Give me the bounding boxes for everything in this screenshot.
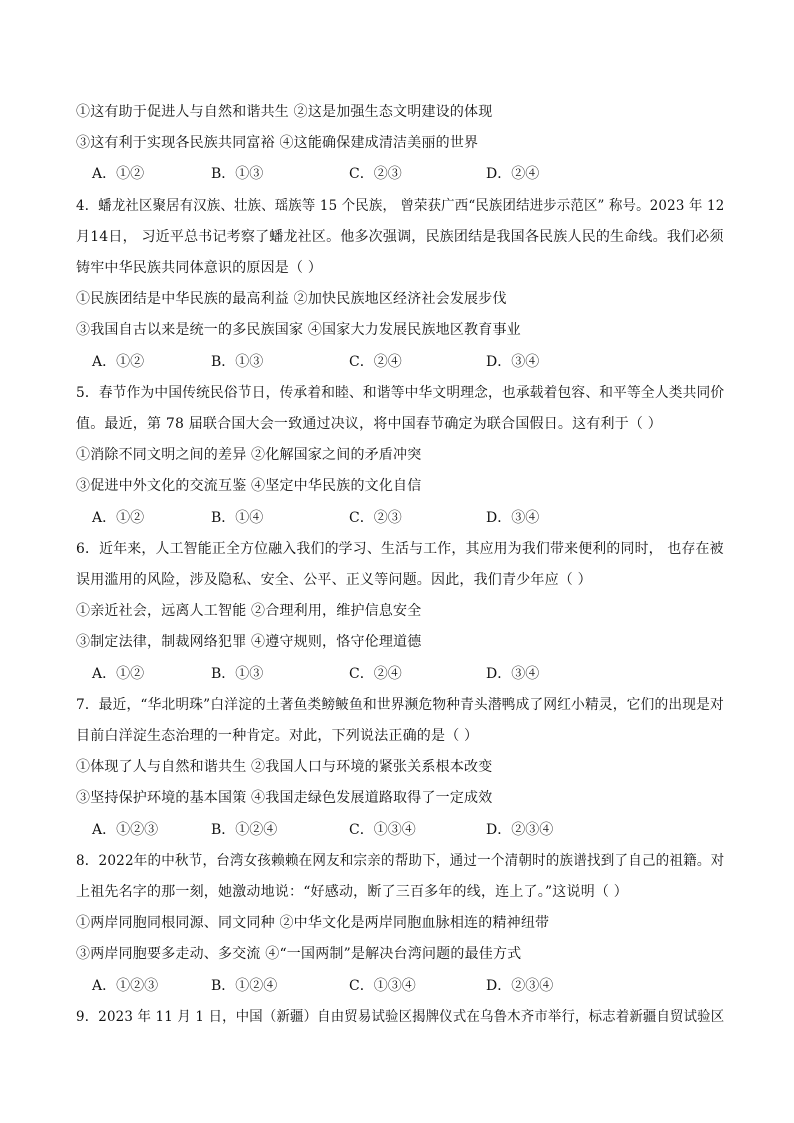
option-a: A．①②③	[92, 822, 159, 838]
question-text: 5．春节作为中国传统民俗节日，传承着和睦、和谐等中华文明理念，也承载着包容、和平等全人类共同价	[76, 385, 725, 401]
option-d: D．③④	[486, 354, 540, 370]
statement-line: ③两岸同胞要多走动、多交流 ④“一国两制”是解决台湾问题的最佳方式	[76, 946, 522, 962]
question-text: 8．2022年的中秋节，台湾女孩赖赖在网友和宗亲的帮助下，通过一个清朝时的族谱找到了自己的祖籍。对	[76, 853, 725, 869]
statement-line: ①民族团结是中华民族的最高利益 ②加快民族地区经济社会发展步伐	[76, 291, 507, 307]
option-c: C．②③	[349, 510, 402, 526]
question-text: 4．蟠龙社区聚居有汉族、壮族、瑶族等 15 个民族， 曾荣获广西“民族团结进步示范区” 称号。2023 年 12	[76, 198, 725, 214]
option-c: C．②④	[349, 666, 402, 682]
option-d: D．③④	[486, 666, 540, 682]
statement-line: ①体现了人与自然和谐共生 ②我国人口与环境的紧张关系根本改变	[76, 759, 493, 775]
option-d: D．②③④	[486, 978, 554, 994]
option-a: A．①②	[92, 666, 145, 682]
option-b: B．①③	[211, 354, 264, 370]
question-text: 上祖先名字的那一刻，她激动地说：“好感动，断了三百多年的线，连上了。”这说明（ ）	[76, 884, 628, 900]
option-b: B．①②④	[211, 822, 278, 838]
statement-line: ③坚持保护环境的基本国策 ④我国走绿色发展道路取得了一定成效	[76, 790, 493, 806]
statement-line: ①亲近社会，远离人工智能 ②合理利用，维护信息安全	[76, 603, 422, 619]
question-text: 目前白洋淀生态治理的一种肯定。对此，下列说法正确的是（ ）	[76, 728, 479, 744]
question-text: 铸牢中华民族共同体意识的原因是（ ）	[76, 260, 323, 276]
option-b: B．①④	[211, 510, 264, 526]
statement-line: ①两岸同胞同根同源、同文同种 ②中华文化是两岸同胞血脉相连的精神纽带	[76, 915, 550, 931]
statement-line: ③这有利于实现各民族共同富裕 ④这能确保建成清洁美丽的世界	[76, 135, 479, 151]
question-text: 月14日， 习近平总书记考察了蟠龙社区。他多次强调，民族团结是我国各民族人民的生命线。我们必须	[76, 229, 724, 245]
option-a: A．①②③	[92, 978, 159, 994]
statement-line: ①消除不同文明之间的差异 ②化解国家之间的矛盾冲突	[76, 447, 422, 463]
option-b: B．①③	[211, 166, 264, 182]
statement-line: ③我国自古以来是统一的多民族国家 ④国家大力发展民族地区教育事业	[76, 322, 521, 338]
statement-line: ③促进中外文化的交流互鉴 ④坚定中华民族的文化自信	[76, 478, 422, 494]
statement-line: ①这有助于促进人与自然和谐共生 ②这是加强生态文明建设的体现	[76, 104, 493, 120]
answer-options-q5	[0, 508, 794, 528]
question-text: 7．最近，“华北明珠”白洋淀的土著鱼类鳑鲏鱼和世界濒危物种青头潜鸭成了网红小精灵，它们的出现是对	[76, 697, 724, 713]
option-d: D．③④	[486, 510, 540, 526]
option-a: A．①②	[92, 510, 145, 526]
option-b: B．①②④	[211, 978, 278, 994]
answer-options-q8	[0, 976, 794, 996]
option-c: C．②③	[349, 166, 402, 182]
option-d: D．②④	[486, 166, 540, 182]
question-text: 6．近年来，人工智能正全方位融入我们的学习、生活与工作，其应用为我们带来便利的同时， 也存在被	[76, 541, 724, 557]
option-a: A．①②	[92, 166, 145, 182]
answer-options-q4	[0, 352, 794, 372]
question-text: 9．2023 年 11 月 1 日，中国（新疆）自由贸易试验区揭牌仪式在乌鲁木齐市举行，标志着新疆自贸试验区	[76, 1009, 725, 1025]
option-c: C．②④	[349, 354, 402, 370]
option-c: C．①③④	[349, 978, 416, 994]
option-c: C．①③④	[349, 822, 416, 838]
option-d: D．②③④	[486, 822, 554, 838]
option-b: B．①③	[211, 666, 264, 682]
question-text: 值。最近，第 78 届联合国大会一致通过决议，将中国春节确定为联合国假日。这有利于（ ）	[76, 416, 662, 432]
answer-options-q3	[0, 164, 794, 184]
question-text: 误用滥用的风险，涉及隐私、安全、公平、正义等问题。因此，我们青少年应（ ）	[76, 572, 592, 588]
answer-options-q7	[0, 820, 794, 840]
answer-options-q6	[0, 664, 794, 684]
option-a: A．①②	[92, 354, 145, 370]
statement-line: ③制定法律，制裁网络犯罪 ④遵守规则，恪守伦理道德	[76, 634, 422, 650]
